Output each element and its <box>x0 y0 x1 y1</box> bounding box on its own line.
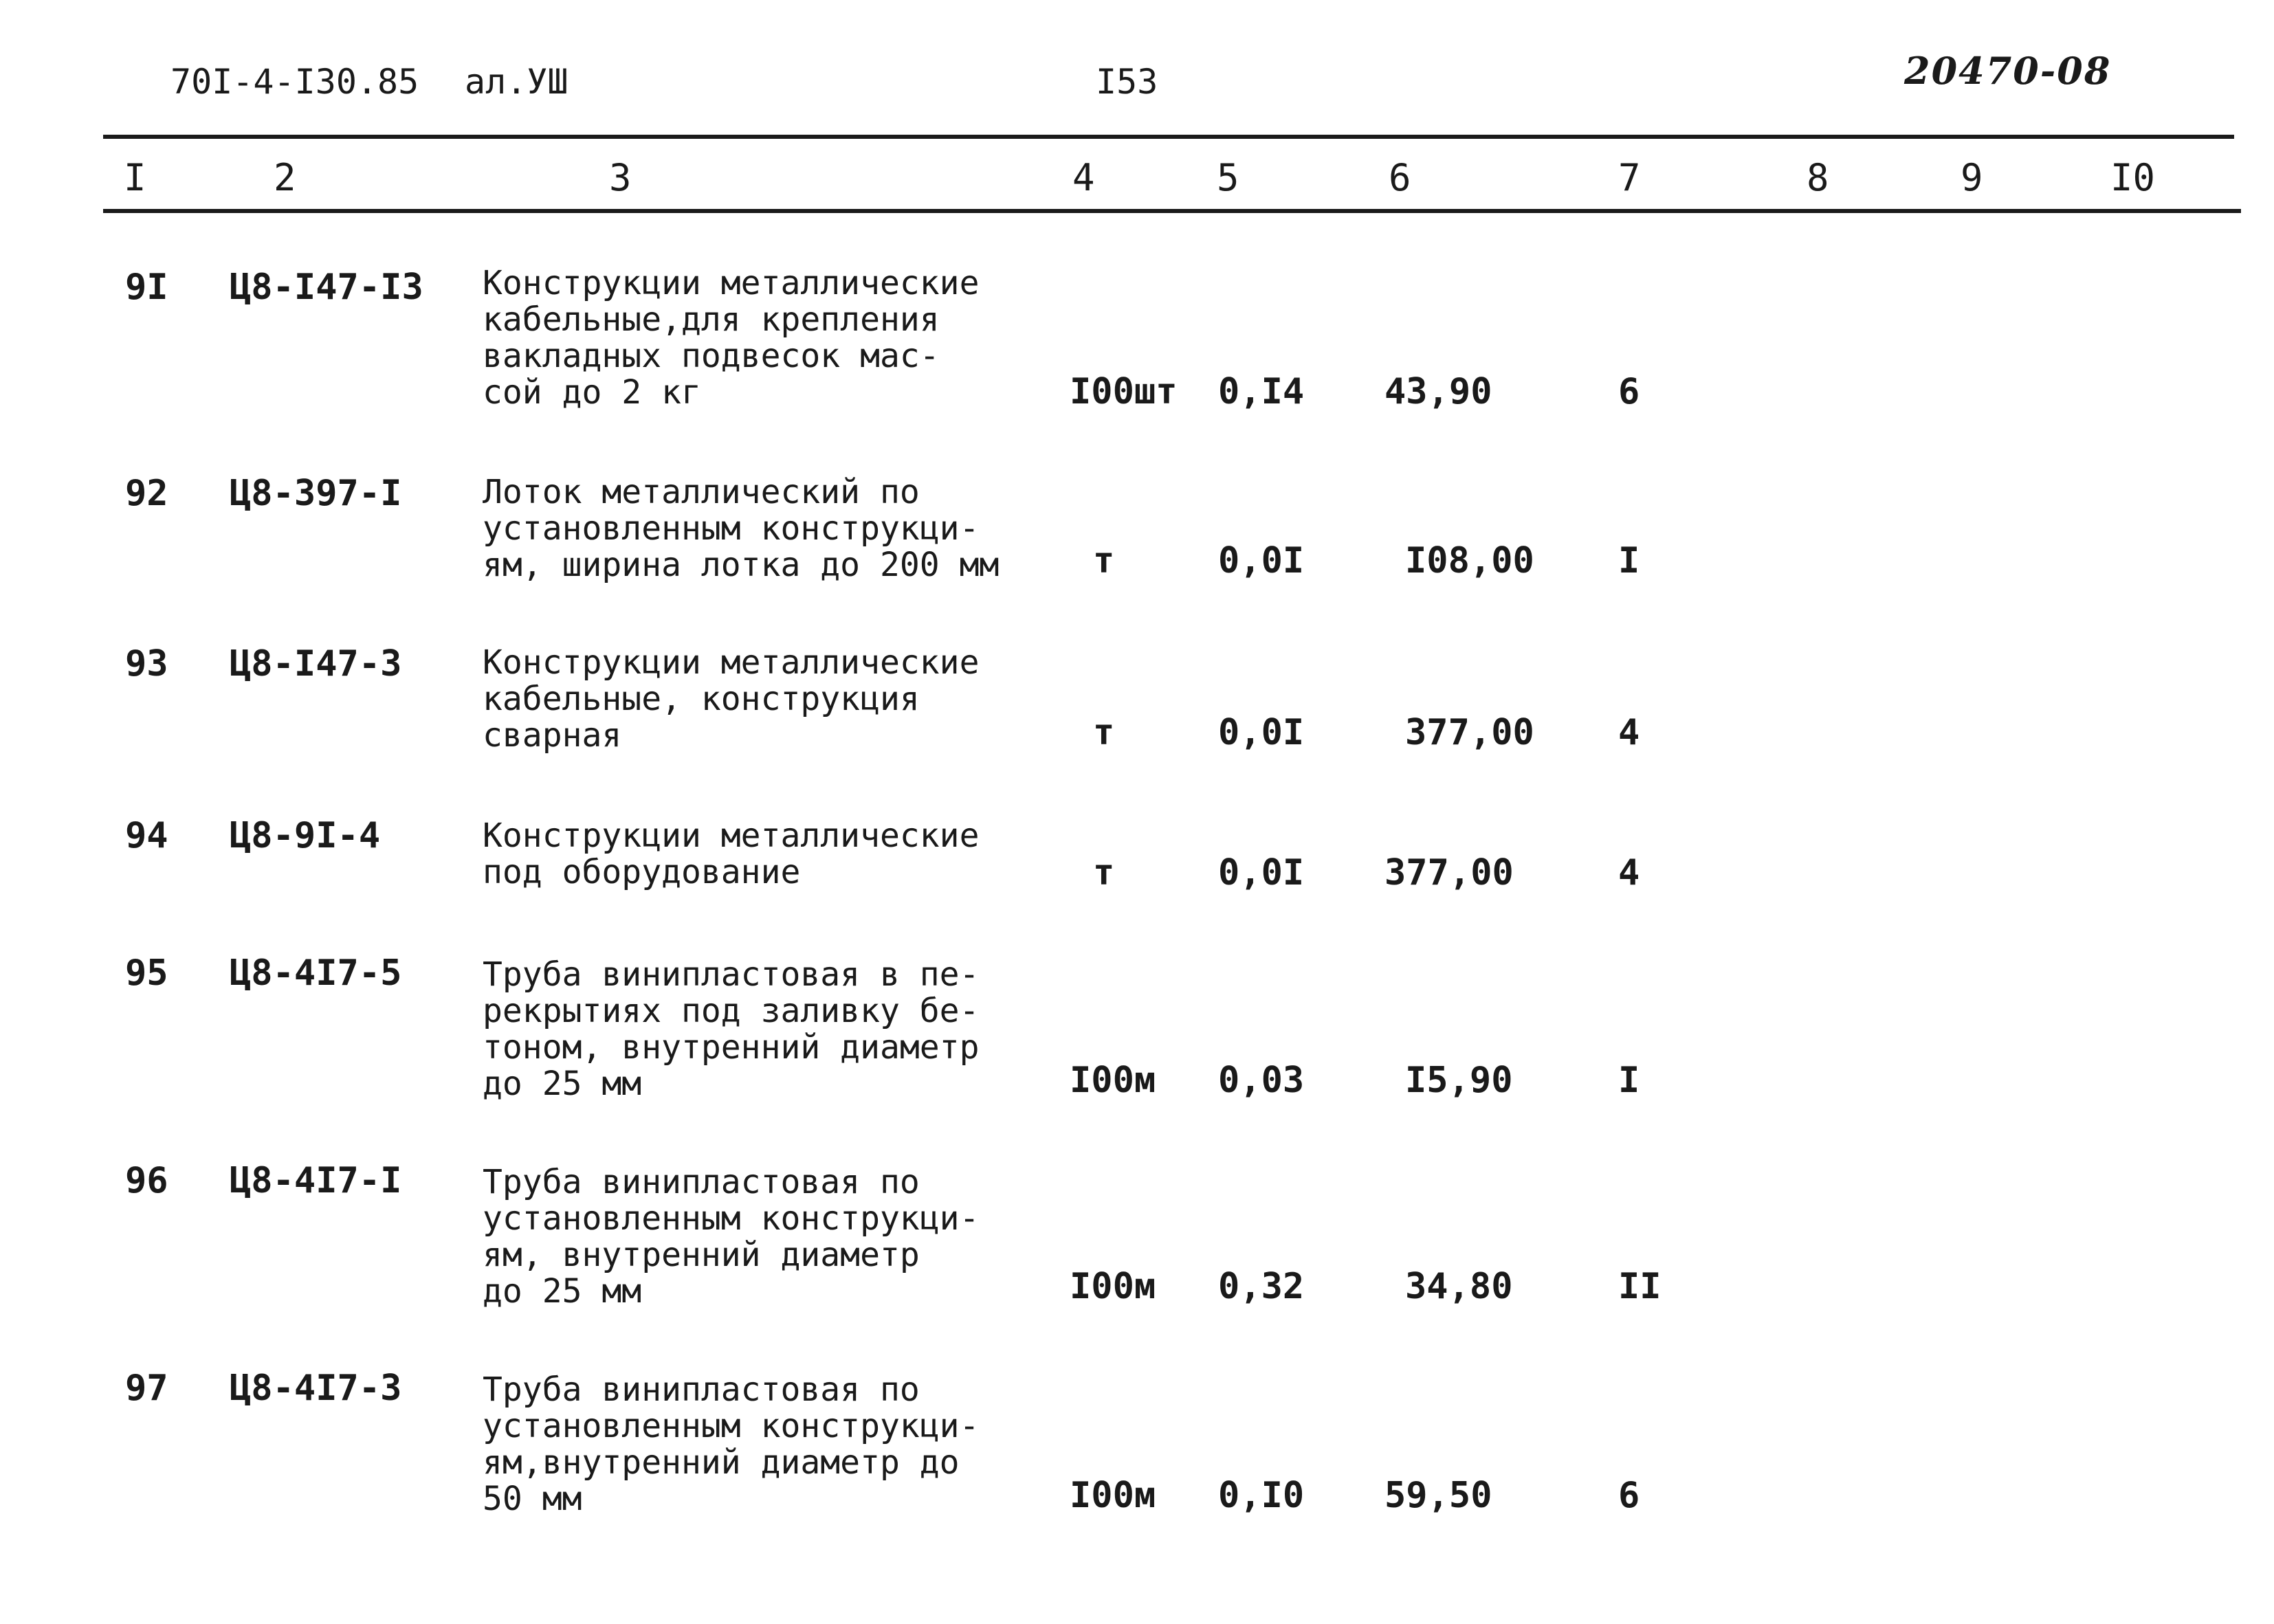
column-header-6: 6 <box>1389 156 1411 199</box>
album-sheet: ал.УШ <box>465 62 568 102</box>
row-number: 97 <box>125 1368 168 1409</box>
column-header-4: 4 <box>1072 156 1095 199</box>
unit: I00м <box>1070 1475 1156 1516</box>
rate-code: Ц8-4I7-3 <box>230 1368 402 1409</box>
category: II <box>1618 1266 1662 1307</box>
unit: т <box>1093 540 1115 581</box>
work-description: Труба винипластовая по установленным конструкци- ям,внутренний диаметр до 50 мм <box>483 1370 980 1518</box>
rate-code: Ц8-397-I <box>230 473 402 514</box>
quantity: 0,03 <box>1218 1060 1305 1101</box>
column-header-10: I0 <box>2110 156 2156 199</box>
header-bottom-rule <box>103 209 2241 213</box>
unit-price: 377,00 <box>1384 852 1514 893</box>
rate-code: Ц8-9I-4 <box>230 815 381 856</box>
work-description: Труба винипластовая в пе- рекрытиях под заливку бе- тоном, внутренний диаметр до 25 мм <box>483 955 980 1103</box>
unit-price: 59,50 <box>1384 1475 1492 1516</box>
work-description: Конструкции металлические под оборудование <box>483 816 980 891</box>
category: I <box>1618 1060 1640 1101</box>
category: 4 <box>1618 852 1640 893</box>
unit-price: 34,80 <box>1405 1266 1513 1307</box>
category: I <box>1618 540 1640 581</box>
row-number: 95 <box>125 953 168 994</box>
quantity: 0,0I <box>1218 540 1305 581</box>
quantity: 0,0I <box>1218 852 1305 893</box>
rate-code: Ц8-4I7-I <box>230 1160 402 1201</box>
column-header-9: 9 <box>1961 156 1983 199</box>
column-header-2: 2 <box>274 156 296 199</box>
category: 4 <box>1618 712 1640 753</box>
column-header-8: 8 <box>1807 156 1829 199</box>
row-number: 92 <box>125 473 168 514</box>
row-number: 96 <box>125 1160 168 1201</box>
quantity: 0,32 <box>1218 1266 1305 1307</box>
unit: I00м <box>1070 1060 1156 1101</box>
row-number: 93 <box>125 643 168 685</box>
row-number: 9I <box>125 267 168 308</box>
unit-price: I5,90 <box>1405 1060 1513 1101</box>
column-header-7: 7 <box>1618 156 1641 199</box>
category: 6 <box>1618 1475 1640 1516</box>
unit: т <box>1093 852 1115 893</box>
quantity: 0,I0 <box>1218 1475 1305 1516</box>
work-description: Труба винипластовая по установленным конструкци- ям, внутренний диаметр до 25 мм <box>483 1163 980 1311</box>
rate-code: Ц8-I47-3 <box>230 643 402 685</box>
header-top-rule <box>103 135 2234 139</box>
unit: т <box>1093 712 1115 753</box>
document-code: 70I-4-I30.85 <box>170 62 419 102</box>
archive-number: 20470-08 <box>1904 49 2112 93</box>
quantity: 0,0I <box>1218 712 1305 753</box>
rate-code: Ц8-I47-I3 <box>230 267 423 308</box>
rate-code: Ц8-4I7-5 <box>230 953 402 994</box>
column-header-1: I <box>124 156 146 199</box>
row-number: 94 <box>125 815 168 856</box>
unit: I00шт <box>1070 371 1178 412</box>
quantity: 0,I4 <box>1218 371 1305 412</box>
unit-price: 43,90 <box>1384 371 1492 412</box>
unit-price: 377,00 <box>1405 712 1534 753</box>
column-header-3: 3 <box>609 156 632 199</box>
work-description: Конструкции металлические кабельные,для крепления вакладных подвесок мас- сой до 2 кг <box>483 264 980 412</box>
unit-price: I08,00 <box>1405 540 1534 581</box>
column-header-5: 5 <box>1217 156 1239 199</box>
page-number: I53 <box>1096 62 1158 102</box>
work-description: Лоток металлический по установленным конструкци- ям, ширина лотка до 200 мм <box>483 473 1000 584</box>
category: 6 <box>1618 371 1640 412</box>
unit: I00м <box>1070 1266 1156 1307</box>
work-description: Конструкции металлические кабельные, конструкция сварная <box>483 643 980 755</box>
